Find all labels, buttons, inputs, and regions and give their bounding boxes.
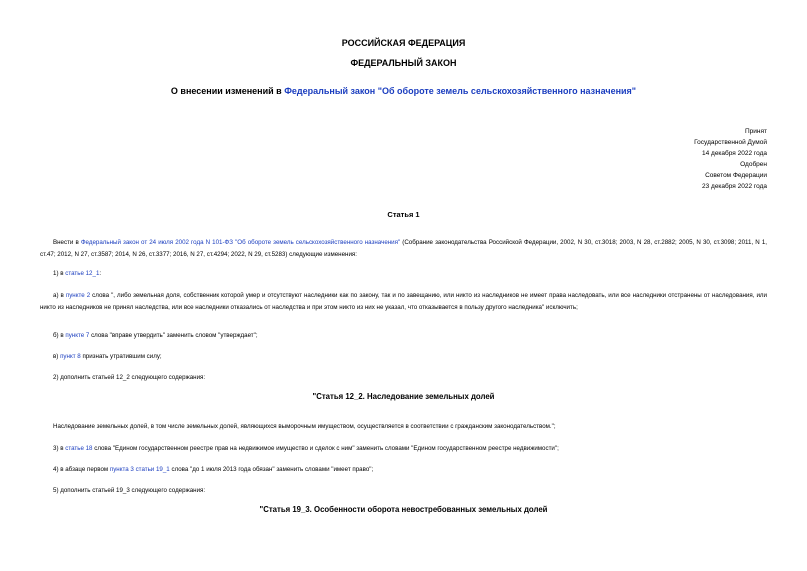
new-article-19-3-title: "Статья 19_3. Особенности оборота невостребованных земельных долей — [259, 505, 548, 514]
article-12-1-link[interactable]: статье 12_1 — [65, 270, 100, 277]
adoption-line: 14 декабря 2022 года — [701, 149, 767, 157]
article-title: Статья 1 — [387, 210, 420, 219]
item-1: 1) в статье 12_1: — [53, 270, 102, 277]
article-19-1-link[interactable]: пункта 3 статьи 19_1 — [109, 466, 170, 473]
point-7-link[interactable]: пункте 7 — [65, 332, 90, 339]
item-b: б) в пункте 7 слова "вправе утвердить" заменить словом "утверждает"; — [53, 332, 258, 339]
law-title-prefix: О внесении изменений в — [170, 86, 285, 96]
new-article-12-2-text: Наследование земельных долей, в том числе земельных долей, являющихся выморочным имуществом, осуществляется в соответствии с гражданским законодательством."; — [53, 423, 556, 430]
amended-law-link[interactable]: Федеральный закон "Об обороте земель сельскохозяйственного назначения" — [284, 86, 637, 96]
country-heading: РОССИЙСКАЯ ФЕДЕРАЦИЯ — [341, 38, 466, 48]
article-18-link[interactable]: статье 18 — [65, 445, 93, 452]
item-v: в) пункт 8 признать утратившим силу; — [53, 353, 162, 360]
document-type-heading: ФЕДЕРАЛЬНЫЙ ЗАКОН — [350, 58, 457, 68]
point-2-link[interactable]: пункте 2 — [65, 292, 91, 299]
item-5: 5) дополнить статьей 19_3 следующего содержания: — [53, 487, 206, 494]
adoption-line: 23 декабря 2022 года — [701, 182, 767, 190]
adoption-line: Принят — [744, 128, 767, 135]
adoption-block — [567, 127, 767, 192]
law-title — [0, 86, 807, 96]
adoption-line: Одобрен — [740, 160, 767, 168]
federal-law-link[interactable]: Федеральный закон от 24 июля 2002 года N 101-ФЗ "Об обороте земель сельскохозяйственного назначения" — [80, 239, 401, 246]
new-article-12-2-title: "Статья 12_2. Наследование земельных долей — [312, 392, 495, 401]
adoption-line: Государственной Думой — [694, 138, 767, 146]
point-8-link[interactable]: пункт 8 — [60, 353, 81, 360]
item-a: а) в пункте 2 слова ", либо земельная доля, собственник которой умер и отсутствуют наследники как по закону, так и по завещанию, или никто из наследников не имеет права наследовать, или все наследники отстранены от наследования, или никто из наследников не принял наследства, или все наследники отказались от наследства и при этом никто из них не указал, что отказывается в пользу другого наследника" исключить; — [40, 292, 767, 311]
adoption-line: Советом Федерации — [705, 171, 767, 179]
item-2: 2) дополнить статьей 12_2 следующего содержания: — [53, 374, 206, 381]
item-4: 4) в абзаце первом пункта 3 статьи 19_1 слова "до 1 июля 2013 года обязан" заменить словами "имеет право"; — [53, 466, 374, 473]
item-3: 3) в статье 18 слова "Едином государственном реестре прав на недвижимое имущество и сделок с ним" заменить словами "Едином государственном реестре недвижимости"; — [53, 445, 559, 452]
article-intro: Внести в Федеральный закон от 24 июля 2002 года N 101-ФЗ "Об обороте земель сельскохозяйственного назначения" (Собрание законодательства Российской Федерации, 2002, N 30, ст.3018; 2003, N 28, ст.2882; 2005, N 30, ст.3098; 2011, N 1, ст.47; 2012, N 27, ст.3587; 2014, N 26, ст.3377; 2016, N 27, ст.4294; 2022, N 29, ст.5283) следующие изменения: — [40, 239, 767, 258]
